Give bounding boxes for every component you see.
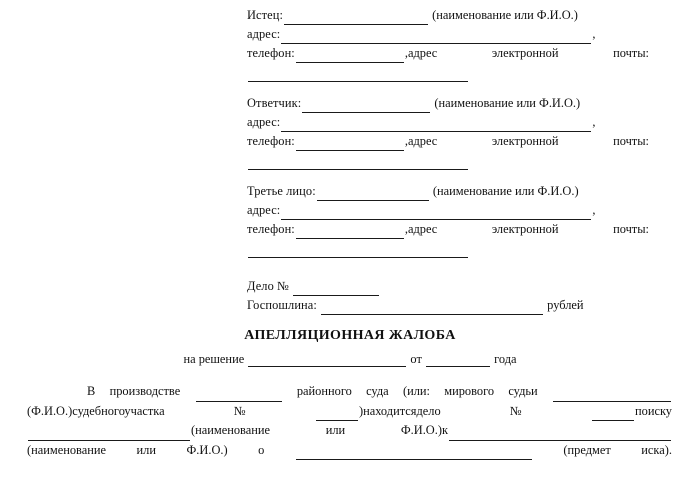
body-line2-numsign: № (164, 403, 315, 418)
body-line-1 (27, 382, 672, 402)
currency-label: рублей (547, 298, 584, 312)
party-block-defendant (247, 94, 649, 170)
plaintiff-phone-comma: , (404, 46, 408, 60)
plaintiff-email-blank[interactable] (248, 68, 468, 82)
defendant-address-line (247, 113, 649, 132)
body-line1-mid: районного суда (или: мирового судьи (296, 384, 538, 398)
plaintiff-address-blank[interactable] (281, 30, 591, 44)
body-line2-po: по (635, 403, 648, 418)
party-block-third-person (247, 182, 649, 258)
parties-header (247, 6, 649, 258)
third-person-phone-line (247, 220, 649, 239)
defendant-address-blank[interactable] (281, 118, 591, 132)
case-number-line (247, 277, 649, 296)
body-line2-paren: ) (358, 403, 364, 418)
subject-of-claim-blank[interactable] (296, 446, 532, 460)
third-person-email-continuation (247, 240, 649, 258)
body-line3-hint: (наименование или Ф.И.О.) (191, 423, 442, 437)
plaintiff-role-label: Истец: (247, 8, 284, 22)
plaintiff-phone-label: телефон: (247, 46, 295, 60)
district-number-blank[interactable] (316, 407, 358, 421)
plaintiff-inline-blank[interactable] (28, 427, 190, 441)
body-line-2 (27, 402, 672, 422)
defendant-phone-line (247, 132, 649, 151)
third-person-address-line (247, 201, 649, 220)
state-fee-label: Госпошлина: (247, 298, 317, 312)
defendant-email-label: адрес электронной почты: (407, 134, 649, 148)
body-line4-hint: (наименование или Ф.И.О.) о (27, 442, 265, 457)
plaintiff-phone-line (247, 44, 649, 63)
body-paragraph (27, 382, 672, 460)
plaintiff-address-line (247, 25, 649, 44)
year-blank[interactable] (426, 353, 490, 367)
plaintiff-name-blank[interactable] (284, 11, 428, 25)
court-name-blank[interactable] (196, 388, 282, 402)
defendant-phone-label: телефон: (247, 134, 295, 148)
case-number-label: Дело № (247, 279, 290, 293)
third-person-phone-label: телефон: (247, 222, 295, 236)
case-number-inline-blank[interactable] (592, 407, 634, 421)
state-fee-line (247, 296, 649, 315)
body-line2-numsign2: № (440, 403, 591, 418)
third-person-phone-comma: , (404, 222, 408, 236)
defendant-email-continuation (247, 152, 649, 170)
document-subtitle (0, 352, 700, 367)
third-person-address-label: адрес: (247, 203, 281, 217)
body-line-3 (27, 421, 672, 441)
state-fee-blank[interactable] (321, 301, 543, 315)
judge-name-blank[interactable] (553, 388, 671, 402)
third-person-email-label: адрес электронной почты: (407, 222, 649, 236)
third-person-role-hint: (наименование или Ф.И.О.) (432, 184, 579, 198)
defendant-email-blank[interactable] (248, 156, 468, 170)
plaintiff-email-continuation (247, 64, 649, 82)
plaintiff-phone-blank[interactable] (296, 49, 404, 63)
third-person-address-blank[interactable] (281, 206, 591, 220)
body-line2-uchastka: участка (124, 403, 165, 418)
plaintiff-address-comma: , (592, 27, 596, 41)
defendant-role-line (247, 94, 649, 113)
body-line2-delo: дело (416, 403, 441, 418)
body-line2-isku: иску (647, 403, 672, 418)
third-person-phone-blank[interactable] (296, 225, 404, 239)
third-person-address-comma: , (592, 203, 596, 217)
body-line2-nahoditsya: находится (363, 403, 417, 418)
defendant-phone-blank[interactable] (296, 137, 404, 151)
page-title: АПЕЛЛЯЦИОННАЯ ЖАЛОБА (244, 328, 456, 343)
plaintiff-role-line (247, 6, 649, 25)
defendant-inline-blank[interactable] (449, 427, 671, 441)
defendant-name-blank[interactable] (302, 99, 430, 113)
third-person-role-line (247, 182, 649, 201)
defendant-role-hint: (наименование или Ф.И.О.) (434, 96, 581, 110)
case-number-blank[interactable] (293, 282, 379, 296)
body-line4-subject-hint: (предмет иска). (563, 442, 672, 457)
decision-blank[interactable] (248, 353, 406, 367)
defendant-role-label: Ответчик: (247, 96, 302, 110)
body-line1-lead: В производстве (87, 384, 181, 398)
third-person-role-label: Третье лицо: (247, 184, 316, 198)
defendant-address-label: адрес: (247, 115, 281, 129)
subtitle-prefix: на решение (183, 352, 245, 366)
defendant-phone-comma: , (404, 134, 408, 148)
subtitle-middle: от (410, 352, 422, 366)
case-details (247, 277, 649, 315)
body-line-4 (27, 441, 672, 461)
plaintiff-role-hint: (наименование или Ф.И.О.) (432, 8, 578, 22)
third-person-email-blank[interactable] (248, 244, 468, 258)
subtitle-suffix: года (494, 352, 517, 366)
body-line2-sud: судебного (72, 403, 125, 418)
body-line3-k: к (441, 423, 448, 437)
plaintiff-address-label: адрес: (247, 27, 281, 41)
defendant-address-comma: , (592, 115, 596, 129)
party-block-plaintiff (247, 6, 649, 82)
third-person-name-blank[interactable] (317, 187, 429, 201)
body-line2-fio: (Ф.И.О.) (27, 403, 73, 418)
plaintiff-email-label: адрес электронной почты: (407, 46, 649, 60)
